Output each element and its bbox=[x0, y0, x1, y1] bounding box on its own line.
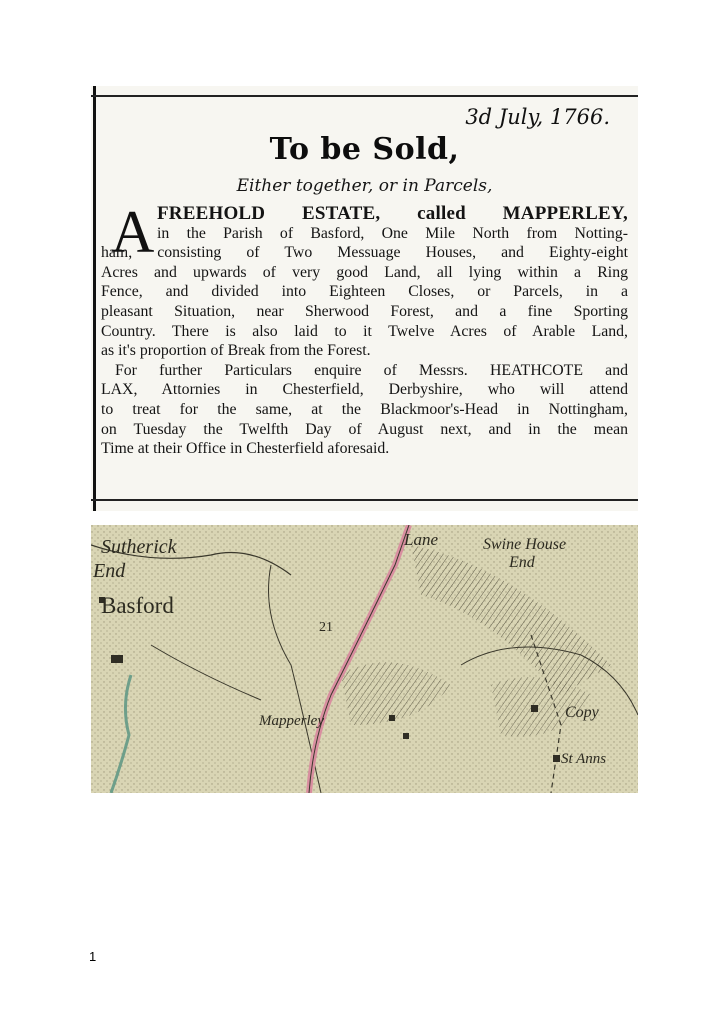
advert-line: in the Parish of Basford, One Mile North from Notting- bbox=[157, 224, 628, 242]
advert-line: Time at their Office in Chesterfield aforesaid. bbox=[101, 440, 390, 458]
building-marker bbox=[389, 715, 395, 721]
building-marker bbox=[111, 655, 123, 663]
advert-line: LAX, Attornies in Chesterfield, Derbyshire, who will attend bbox=[101, 381, 628, 399]
advert-body bbox=[101, 199, 628, 459]
map-svg bbox=[91, 525, 638, 793]
advert-line: Acres and upwards of very good Land, all lying within a Ring bbox=[101, 263, 628, 281]
page-number: 1 bbox=[89, 949, 97, 964]
map-label-st-anns: St Anns bbox=[561, 751, 607, 767]
advert-line: Fence, and divided into Eighteen Closes, or Parcels, in a bbox=[101, 283, 628, 301]
bottom-rule bbox=[91, 499, 638, 501]
map-label-copy: Copy bbox=[565, 704, 599, 721]
map-label-end-right: End bbox=[509, 554, 535, 571]
building-marker bbox=[553, 755, 560, 762]
building-marker bbox=[531, 705, 538, 712]
advert-line: as it's proportion of Break from the Forest. bbox=[101, 342, 371, 360]
drop-cap: A bbox=[111, 199, 155, 265]
building-marker bbox=[403, 733, 409, 739]
map-label-sutherick: Sutherick bbox=[101, 536, 177, 558]
advert-heading: To be Sold, bbox=[269, 132, 460, 167]
advert-line: For further Particulars enquire of Messrs. HEATHCOTE and bbox=[115, 361, 628, 379]
historic-map bbox=[91, 525, 638, 793]
map-label-number: 21 bbox=[319, 620, 333, 635]
top-rule bbox=[91, 95, 638, 97]
map-label-basford: Basford bbox=[101, 593, 174, 618]
advert-subheading: Either together, or in Parcels, bbox=[236, 176, 493, 196]
map-label-end-left: End bbox=[93, 560, 126, 582]
map-label-mapperley: Mapperley bbox=[259, 713, 324, 729]
advert-line: on Tuesday the Twelfth Day of August next, and in the mean bbox=[101, 420, 628, 438]
advert-line: FREEHOLD ESTATE, called MAPPERLEY, bbox=[157, 203, 628, 224]
map-label-lane: Lane bbox=[404, 530, 438, 549]
advert-line: pleasant Situation, near Sherwood Forest, and a fine Sporting bbox=[101, 302, 628, 320]
newspaper-clipping bbox=[91, 86, 638, 511]
advert-line: Country. There is also laid to it Twelve Acres of Arable Land, bbox=[101, 322, 628, 340]
map-label-swine-house: Swine House bbox=[483, 536, 567, 553]
advert-line: ham, consisting of Two Messuage Houses, and Eighty-eight bbox=[101, 244, 628, 262]
advert-line: to treat for the same, at the Blackmoor's-Head in Nottingham, bbox=[101, 400, 628, 418]
advert-date: 3d July, 1766. bbox=[465, 105, 610, 129]
